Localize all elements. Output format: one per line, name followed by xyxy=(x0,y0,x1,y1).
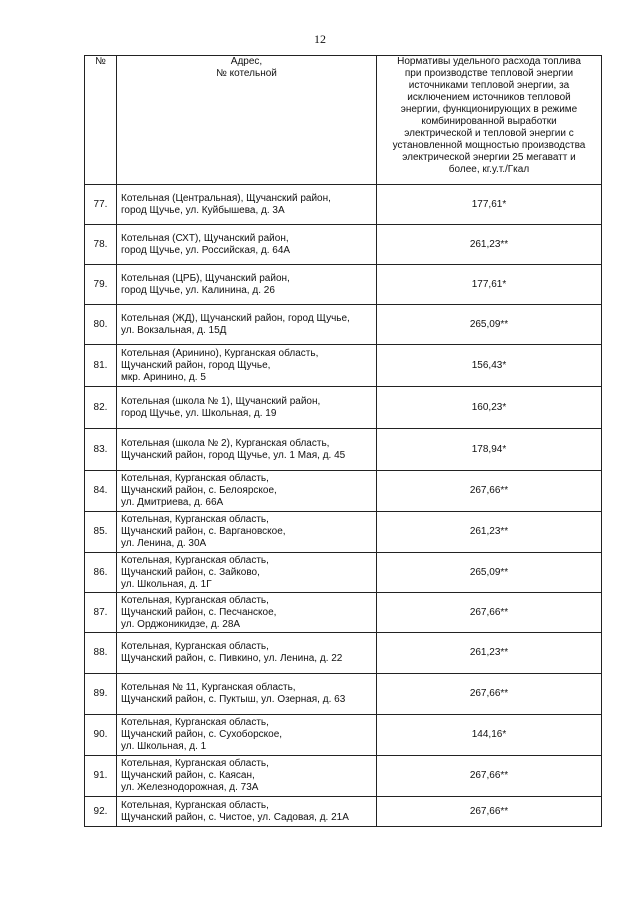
row-address-line: город Щучье, ул. Куйбышева, д. 3А xyxy=(121,204,285,216)
header-norm-line: источниками тепловой энергии, за xyxy=(408,80,570,91)
row-norm-value: 160,23* xyxy=(377,387,602,429)
row-address-line: Щучанский район, с. Чистое, ул. Садовая, д. 21А xyxy=(121,811,349,823)
row-address-line: Щучанский район, с. Пуктыш, ул. Озерная, д. 63 xyxy=(121,694,346,705)
row-address-line: Котельная (школа № 1), Щучанский район, xyxy=(121,395,321,407)
row-norm-value: 267,66** xyxy=(377,797,602,827)
row-number: 86. xyxy=(85,553,117,593)
table-row xyxy=(85,429,602,471)
row-address-line: Котельная (СХТ), Щучанский район, xyxy=(121,232,289,244)
row-address-line: Щучанский район, с. Белоярское, xyxy=(121,485,277,496)
table-row xyxy=(85,185,602,225)
row-address-line: Щучанский район, с. Песчанское, xyxy=(121,606,277,618)
row-address-line: Щучанский район, с. Сухоборское, xyxy=(121,729,283,740)
header-norm-line: Нормативы удельного расхода топлива xyxy=(397,56,581,67)
table-header-row xyxy=(85,56,602,185)
row-number: 79. xyxy=(85,265,117,305)
row-number: 77. xyxy=(85,185,117,225)
row-norm-value: 267,66** xyxy=(377,674,602,715)
row-address-line: Котельная (ЖД), Щучанский район, город Щучье, xyxy=(121,312,350,324)
row-address-line: Котельная (ЦРБ), Щучанский район, xyxy=(121,272,290,284)
table-row xyxy=(85,225,602,265)
table-row xyxy=(85,387,602,429)
row-address xyxy=(117,225,377,265)
row-address-line: ул. Вокзальная, д. 15Д xyxy=(121,324,227,336)
row-address xyxy=(117,512,377,553)
row-address xyxy=(117,674,377,715)
row-norm-value: 261,23** xyxy=(377,633,602,674)
table-row xyxy=(85,305,602,345)
row-address-line: ул. Дмитриева, д. 66А xyxy=(121,497,224,508)
row-number: 89. xyxy=(85,674,117,715)
header-norm-line: установленной мощностью производства xyxy=(392,140,586,151)
row-address-line: Котельная, Курганская область, xyxy=(121,717,269,728)
row-address-line: Котельная (Аринино), Курганская область, xyxy=(121,347,319,359)
row-address xyxy=(117,429,377,471)
table-row xyxy=(85,345,602,387)
table-row xyxy=(85,797,602,827)
row-address xyxy=(117,715,377,756)
row-number: 82. xyxy=(85,387,117,429)
row-address xyxy=(117,305,377,345)
row-number: 81. xyxy=(85,345,117,387)
row-norm-value: 177,61* xyxy=(377,265,602,305)
row-address xyxy=(117,756,377,797)
row-address-line: Котельная (Центральная), Щучанский район, xyxy=(121,192,331,204)
row-norm-value: 265,09** xyxy=(377,305,602,345)
row-address-line: Щучанский район, с. Пивкино, ул. Ленина, д. 22 xyxy=(121,653,343,664)
row-address xyxy=(117,185,377,225)
row-number: 88. xyxy=(85,633,117,674)
row-number: 78. xyxy=(85,225,117,265)
row-address-line: Щучанский район, город Щучье, xyxy=(121,359,271,371)
row-number: 91. xyxy=(85,756,117,797)
row-address-line: город Щучье, ул. Российская, д. 64А xyxy=(121,244,291,256)
row-address-line: Щучанский район, город Щучье, ул. 1 Мая, д. 45 xyxy=(121,449,346,461)
row-address-line: ул. Ленина, д. 30А xyxy=(121,538,207,549)
row-norm-value: 267,66** xyxy=(377,471,602,512)
row-address-line: ул. Железнодорожная, д. 73А xyxy=(121,782,259,793)
row-address-line: Щучанский район, с. Варгановское, xyxy=(121,526,286,537)
row-address xyxy=(117,593,377,633)
fuel-norms-table xyxy=(84,55,602,827)
row-address-line: Котельная, Курганская область, xyxy=(121,473,269,484)
row-number: 83. xyxy=(85,429,117,471)
table-row xyxy=(85,593,602,633)
row-norm-value: 177,61* xyxy=(377,185,602,225)
row-norm-value: 156,43* xyxy=(377,345,602,387)
header-norm-line: энергии, функционирующих в режиме xyxy=(400,104,578,115)
table-row xyxy=(85,715,602,756)
row-address-line: Щучанский район, с. Зайково, xyxy=(121,566,260,578)
header-number: № xyxy=(85,56,117,185)
row-address-line: Щучанский район, с. Каясан, xyxy=(121,770,255,781)
row-norm-value: 144,16* xyxy=(377,715,602,756)
row-address-line: ул. Орджоникидзе, д. 28А xyxy=(121,618,241,630)
row-norm-value: 261,23** xyxy=(377,225,602,265)
header-norm-line: более, кг.у.т./Гкал xyxy=(448,164,530,175)
row-address-line: Котельная, Курганская область, xyxy=(121,758,269,769)
header-address xyxy=(117,56,377,185)
row-norm-value: 261,23** xyxy=(377,512,602,553)
table-row xyxy=(85,553,602,593)
row-address xyxy=(117,797,377,827)
table-row xyxy=(85,674,602,715)
row-address-line: Котельная, Курганская область, xyxy=(121,594,269,606)
row-address-line: город Щучье, ул. Школьная, д. 19 xyxy=(121,407,277,419)
row-address-line: Котельная, Курганская область, xyxy=(121,514,269,525)
table-row xyxy=(85,633,602,674)
header-address-line: Адрес, xyxy=(230,56,263,67)
header-norm-line: при производстве тепловой энергии xyxy=(404,68,574,79)
row-address-line: Котельная (школа № 2), Курганская область, xyxy=(121,437,330,449)
row-address-line: Котельная № 11, Курганская область, xyxy=(121,682,296,693)
row-address-line: Котельная, Курганская область, xyxy=(121,641,269,652)
header-norm-line: комбинированной выработки xyxy=(421,116,557,127)
row-address xyxy=(117,345,377,387)
header-norm-line: электрической энергии 25 мегаватт и xyxy=(402,152,576,163)
row-number: 85. xyxy=(85,512,117,553)
header-norm xyxy=(377,56,602,185)
row-address xyxy=(117,265,377,305)
row-address-line: город Щучье, ул. Калинина, д. 26 xyxy=(121,284,275,296)
row-number: 84. xyxy=(85,471,117,512)
row-address-line: Котельная, Курганская область, xyxy=(121,554,269,566)
row-address xyxy=(117,471,377,512)
row-address xyxy=(117,387,377,429)
table-row xyxy=(85,512,602,553)
row-address-line: ул. Школьная, д. 1Г xyxy=(121,578,212,590)
header-address-line: № котельной xyxy=(216,68,277,79)
row-number: 80. xyxy=(85,305,117,345)
table-row xyxy=(85,756,602,797)
row-address-line: Котельная, Курганская область, xyxy=(121,799,269,811)
header-norm-line: электрической и тепловой энергии с xyxy=(404,128,574,139)
row-number: 87. xyxy=(85,593,117,633)
row-address-line: ул. Школьная, д. 1 xyxy=(121,741,207,752)
row-address xyxy=(117,633,377,674)
row-address xyxy=(117,553,377,593)
row-number: 92. xyxy=(85,797,117,827)
row-norm-value: 265,09** xyxy=(377,553,602,593)
table-row xyxy=(85,265,602,305)
row-address-line: мкр. Аринино, д. 5 xyxy=(121,371,206,383)
header-norm-line: исключением источников тепловой xyxy=(407,92,571,103)
row-norm-value: 267,66** xyxy=(377,593,602,633)
page-number: 12 xyxy=(314,32,326,46)
row-norm-value: 267,66** xyxy=(377,756,602,797)
table-row xyxy=(85,471,602,512)
row-norm-value: 178,94* xyxy=(377,429,602,471)
row-number: 90. xyxy=(85,715,117,756)
